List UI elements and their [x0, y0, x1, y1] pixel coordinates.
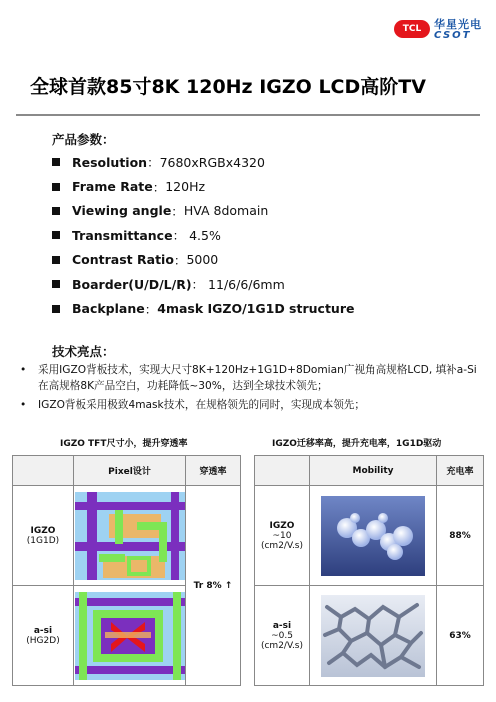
asi-molecular-structure-image: [321, 595, 425, 677]
square-bullet-icon: [52, 183, 60, 191]
row-unit: (cm2/V.s): [260, 540, 304, 551]
right-table-caption: IGZO迁移率高，提升充电率，1G1D驱动: [272, 439, 442, 449]
spec-key: Backplane: [72, 301, 145, 317]
row-name: a-si: [33, 625, 53, 636]
spec-item: [52, 199, 354, 223]
spec-item: [52, 296, 354, 320]
transmittance-value: Tr 8% ↑: [186, 486, 241, 686]
col-header-pixel: Pixel设计: [74, 456, 186, 486]
spec-item: [52, 223, 354, 247]
row-label-asi: [13, 586, 74, 686]
title-divider: [16, 114, 480, 116]
spec-value: 120Hz: [165, 179, 206, 195]
row-label-igzo: [255, 486, 310, 586]
specs-list: [52, 150, 354, 321]
corner-cell: [255, 456, 310, 486]
spec-key: Contrast Ratio: [72, 252, 174, 268]
spec-value: 11/6/6/6mm: [204, 276, 285, 292]
corner-cell: [13, 456, 74, 486]
row-label-igzo: [13, 486, 74, 586]
asi-charging-rate: 63%: [437, 586, 484, 686]
spec-value: 5000: [186, 252, 219, 268]
row-mobility: ~10: [272, 530, 292, 541]
asi-structure-cell: [310, 586, 437, 686]
igzo-charging-rate: 88%: [437, 486, 484, 586]
asi-pixel-layout-cell: [74, 586, 186, 686]
square-bullet-icon: [52, 280, 60, 288]
spec-key: Boarder(U/D/L/R): [72, 276, 192, 292]
spec-value: 7680xRGBx4320: [159, 154, 265, 170]
spec-sep: ：: [147, 155, 160, 171]
csot-logo: [394, 14, 484, 42]
spec-sep: ：: [173, 252, 187, 268]
square-bullet-icon: [52, 231, 60, 239]
highlight-item: • IGZO背板采用极致4mask技术，在规格领先的同时，实现成本领先；: [14, 397, 486, 413]
highlights-heading: 技术亮点：: [52, 344, 115, 359]
row-sub: (HG2D): [26, 635, 60, 646]
spec-item: [52, 174, 354, 198]
highlights-list: [14, 362, 486, 416]
left-table-caption: IGZO TFT尺寸小，提升穿透率: [60, 439, 188, 449]
col-header-mobility: Mobility: [310, 456, 437, 486]
igzo-structure-cell: [310, 486, 437, 586]
square-bullet-icon: [52, 207, 60, 215]
igzo-molecular-structure-image: [321, 496, 425, 576]
spec-value: HVA 8domain: [183, 203, 269, 219]
spec-sep: ：: [144, 301, 158, 317]
specs-heading: 产品参数：: [52, 132, 115, 147]
row-name: IGZO: [30, 525, 56, 536]
logo-chinese-text: 华星光电: [434, 18, 482, 31]
row-mobility: ~0.5: [271, 630, 293, 641]
spec-item: [52, 248, 354, 272]
spec-value: 4.5%: [185, 227, 221, 243]
col-header-charging-rate: 充电率: [437, 456, 484, 486]
pixel-design-table: [12, 455, 241, 686]
highlight-item: • 采用IGZO背板技术，实现大尺寸8K+120Hz+1G1D+8Domian广视角高规格LCD, 填补a-Si在高规格8K产品空白，功耗降低~30%，达到全球技术领先；: [14, 362, 486, 394]
square-bullet-icon: [52, 158, 60, 166]
spec-item: [52, 150, 354, 174]
spec-key: Resolution: [72, 154, 148, 170]
igzo-pixel-layout-cell: [74, 486, 186, 586]
square-bullet-icon: [52, 256, 60, 264]
tcl-logo-badge: TCL: [394, 20, 430, 38]
row-label-asi: [255, 586, 310, 686]
logo-english-text: CSOT: [434, 30, 472, 41]
spec-sep: ：: [172, 228, 186, 244]
col-header-transmittance: 穿透率: [186, 456, 241, 486]
spec-key: Viewing angle: [72, 203, 172, 219]
spec-sep: ：: [171, 203, 184, 219]
row-name: IGZO: [269, 520, 295, 531]
page-title: 全球首款85寸8K 120Hz IGZO LCD高阶TV: [30, 76, 426, 98]
row-unit: (cm2/V.s): [260, 640, 304, 651]
spec-item: [52, 272, 354, 296]
igzo-pixel-layout-image: [75, 492, 185, 580]
spec-sep: ：: [191, 277, 205, 293]
spec-key: Frame Rate: [72, 179, 153, 195]
spec-key: Transmittance: [72, 227, 173, 243]
spec-value: 4mask IGZO/1G1D structure: [157, 301, 355, 317]
asi-pixel-layout-image: [75, 592, 185, 680]
mobility-table: [254, 455, 484, 686]
row-name: a-si: [272, 620, 292, 631]
square-bullet-icon: [52, 305, 60, 313]
spec-sep: ：: [152, 179, 166, 195]
row-sub: (1G1D): [26, 535, 60, 546]
